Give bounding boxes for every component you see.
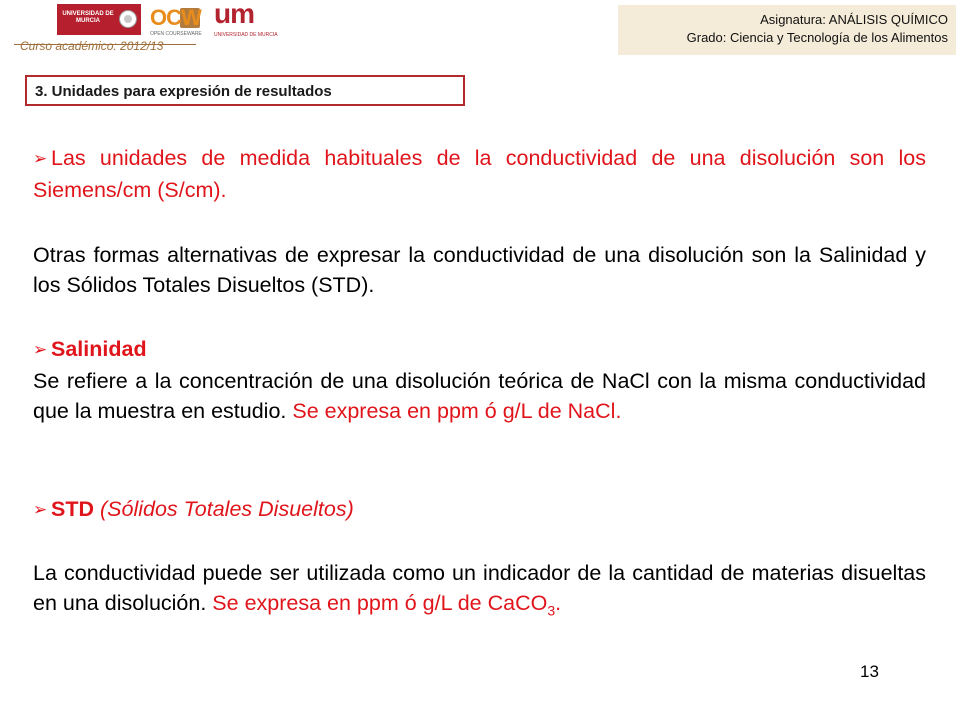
university-of-murcia-logo: [57, 4, 141, 35]
ocw-logo-text: OCW: [150, 5, 201, 30]
arrow-bullet-icon: ➢: [33, 340, 48, 359]
page-number: 13: [860, 662, 879, 681]
std-units-end: .: [555, 591, 562, 615]
um-logo-subtext: UNIVERSIDAD DE MURCIA: [214, 32, 278, 38]
salinidad-text: Se refiere a la concentración de una disolución teórica de NaCl con la misma conductividad que la muestra en estudio.: [33, 369, 926, 423]
units-text: Las unidades de medida habituales de la conductividad de una disolución son los Siemens/cm (S/cm).: [33, 146, 926, 202]
ocw-logo-subtext: OPEN COURSEWARE: [150, 31, 202, 37]
std-heading: [33, 494, 926, 526]
std-heading-italic: (Sólidos Totales Disueltos): [99, 497, 354, 521]
course-year: Curso académico: 2012/13: [20, 39, 164, 53]
std-text: La conductividad puede ser utilizada como un indicador de la cantidad de materias disueltas en una disolución.: [33, 561, 926, 615]
std-units-subscript: 3: [547, 602, 556, 619]
subject-info-box: [618, 5, 956, 55]
paragraph-salinidad: [33, 366, 926, 426]
ocw-logo: [150, 5, 208, 39]
paragraph-std: [33, 558, 926, 618]
section-title: 3. Unidades para expresión de resultados: [35, 83, 332, 100]
paragraph-alternatives: [33, 240, 926, 300]
seal-icon: [119, 10, 137, 28]
subject-name: Asignatura: ANÁLISIS QUÍMICO: [760, 12, 948, 27]
um-logo-text: um: [214, 0, 254, 29]
std-units-text: Se expresa en ppm ó g/L de CaCO: [212, 591, 548, 615]
salinidad-units-text: Se expresa en ppm ó g/L de NaCl.: [292, 399, 622, 423]
std-heading-bold: STD: [51, 497, 94, 521]
degree-name: Grado: Ciencia y Tecnología de los Alimentos: [686, 30, 948, 45]
salinidad-heading: [33, 334, 926, 366]
arrow-bullet-icon: ➢: [33, 500, 48, 519]
arrow-bullet-icon: ➢: [33, 149, 48, 168]
salinidad-heading-text: Salinidad: [51, 337, 147, 361]
section-title-box: [25, 75, 465, 106]
um-logo: [214, 0, 278, 40]
logo-text: UNIVERSIDAD DE MURCIA: [62, 11, 114, 24]
paragraph-units: [33, 143, 926, 205]
alternatives-text: Otras formas alternativas de expresar la conductividad de una disolución son la Salinidad y los Sólidos Totales Disueltos (STD).: [33, 243, 926, 297]
